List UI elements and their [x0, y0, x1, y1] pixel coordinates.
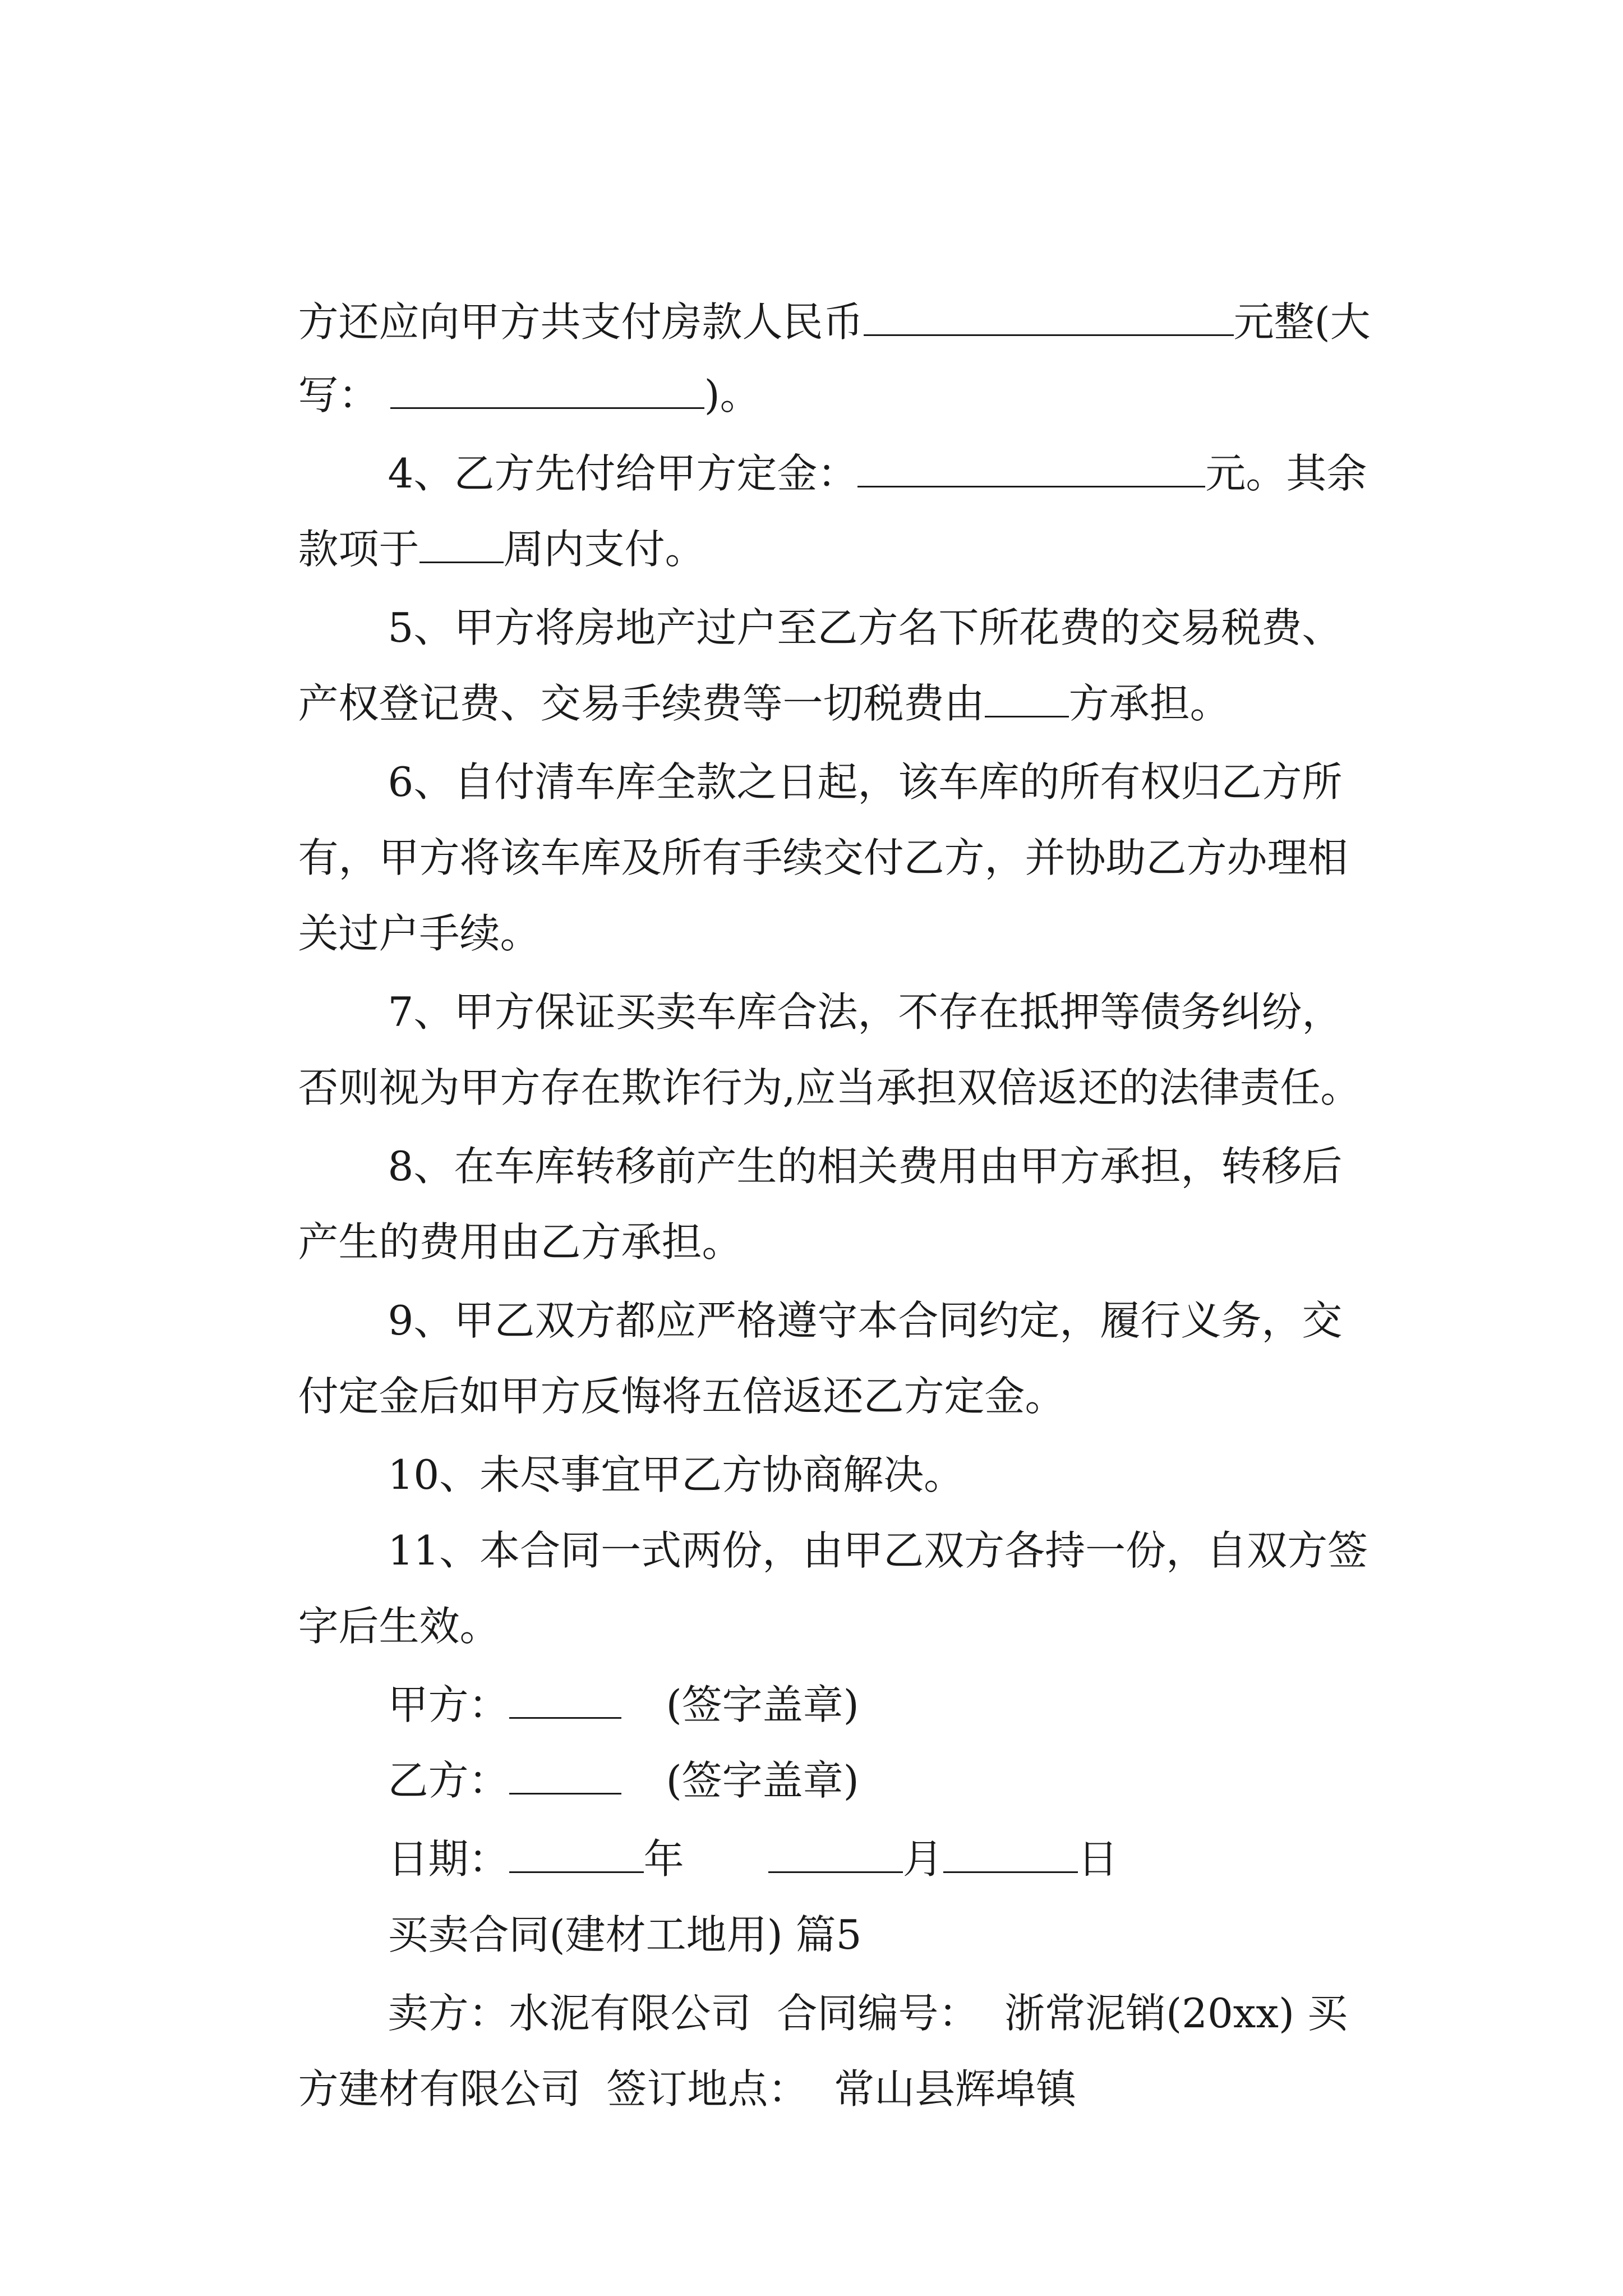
text: 产权登记费、交易手续费等一切税费由	[298, 680, 985, 727]
text: 10、未尽事宜甲乙方协商解决。	[388, 1451, 965, 1498]
text: 元。其余	[1205, 450, 1367, 497]
text: 元整(大	[1233, 298, 1371, 346]
text: 日	[1077, 1835, 1118, 1883]
text: 年	[643, 1835, 684, 1883]
text: 字后生效。	[298, 1603, 500, 1650]
text: 买卖合同(建材工地用) 篇5	[388, 1911, 862, 1958]
text: 11、本合同一式两份，由甲乙双方各持一份，自双方签	[388, 1527, 1368, 1574]
text: 乙方：	[388, 1757, 509, 1804]
text: 月	[902, 1835, 943, 1883]
text: 卖方：水泥有限公司 合同编号： 浙常泥销(20xx) 买	[388, 1990, 1348, 2037]
line-24	[247, 1975, 1076, 2203]
blank-line	[857, 451, 1205, 487]
blank-line	[943, 1837, 1078, 1873]
text: 有，甲方将该车库及所有手续交付乙方，并协助乙方办理相	[298, 834, 1348, 881]
text: 7、甲方保证买卖车库合法，不存在抵押等债务纠纷，	[388, 988, 1343, 1036]
text: 4、乙方先付给甲方定金：	[388, 450, 858, 497]
text: 产生的费用由乙方承担。	[298, 1218, 743, 1266]
text: 方建材有限公司 签订地点： 常山县辉埠镇	[298, 2065, 1077, 2113]
text: 写：	[298, 371, 379, 418]
text: 方承担。	[1068, 680, 1230, 727]
text: 日期：	[388, 1835, 509, 1883]
blank-line	[864, 300, 1234, 336]
text: 付定金后如甲方反悔将五倍返还乙方定金。	[298, 1373, 1066, 1420]
text: 6、自付清车库全款之日起，该车库的所有权归乙方所	[388, 758, 1343, 806]
text: 款项于	[298, 526, 419, 573]
text: 9、甲乙双方都应严格遵守本合同约定，履行义务，交	[388, 1297, 1343, 1344]
text: )。	[704, 371, 760, 418]
text: (签字盖章)	[666, 1681, 859, 1728]
text: (签字盖章)	[666, 1757, 859, 1804]
text: 5、甲方将房地产过户至乙方名下所花费的交易税费、	[388, 604, 1343, 651]
text: 否则视为甲方存在欺诈行为,应当承担双倍返还的法律责任。	[298, 1064, 1361, 1111]
text: 甲方：	[388, 1681, 509, 1728]
text: 关过户手续。	[298, 910, 541, 957]
text: 8、在车库转移前产生的相关费用由甲方承担，转移后	[388, 1143, 1343, 1190]
text: 周内支付。	[503, 526, 706, 573]
text: 方还应向甲方共支付房款人民币	[298, 298, 864, 346]
